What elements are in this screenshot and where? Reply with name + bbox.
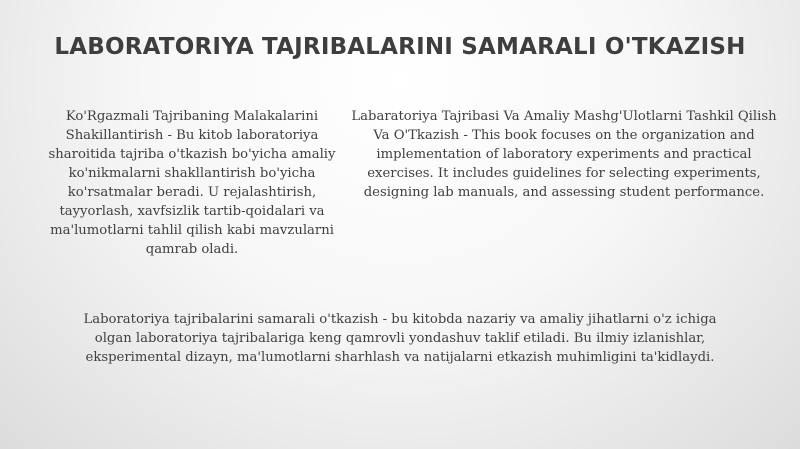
right-text-block: Labaratoriya Tajribasi Va Amaliy Mashg'Ulotlarni Tashkil Qilish Va O'Tkazish - This book focuses on the organization and implementation of laboratory experiments and practical exercises. It includes guidelines for selecting experiments, designing lab manuals, and assessing student performance.	[351, 109, 777, 200]
bottom-text-block: Laboratoriya tajribalarini samarali o'tkazish - bu kitobda nazariy va amaliy jihatlarni o'z ichiga olgan laboratoriya tajribalariga keng qamrovli yondashuv taklif etiladi. Bu ilmiy izlanishlar, eksperimental dizayn, ma'lumotlarni sharhlash va natijalarni etkazish muhimligini ta'kidlaydi.	[83, 312, 717, 365]
slide-title: LABORATORIYA TAJRIBALARINI SAMARALI O'TKAZISH	[54, 34, 746, 60]
left-text-block: Ko'Rgazmali Tajribaning Malakalarini Shakillantirish - Bu kitob laboratoriya sharoitida tajriba o'tkazish bo'yicha amaliy ko'nikmalarni shakllantirish bo'yicha ko'rsatmalar beradi. U rejalashtirish, tayyorlash, xavfsizlik tartib-qoidalari va ma'lumotlarni tahlil qilish kabi mavzularni qamrab oladi.	[48, 109, 336, 257]
